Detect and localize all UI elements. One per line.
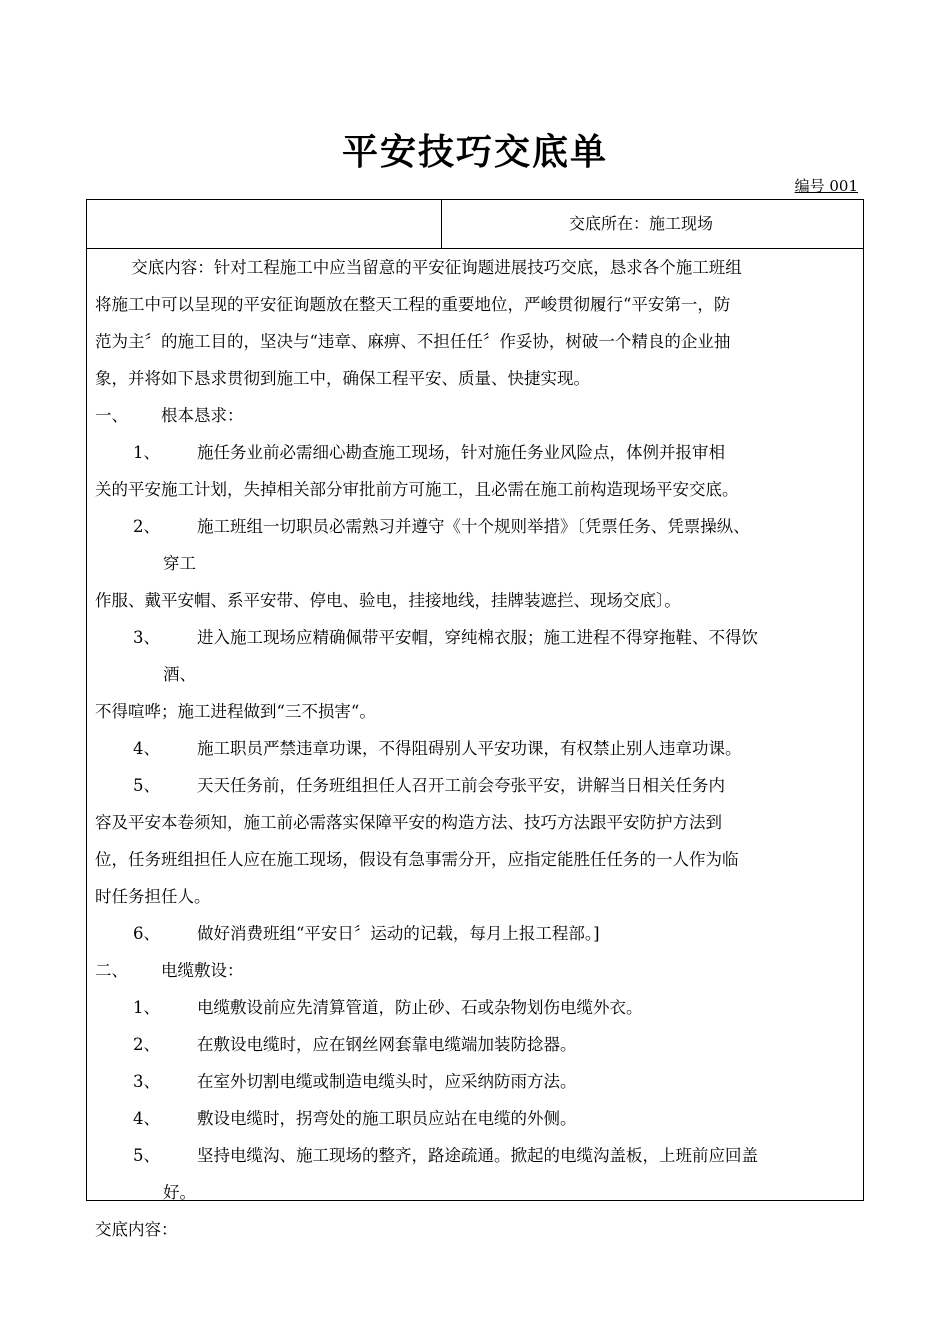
page-title: 平安技巧交底单 xyxy=(341,131,608,173)
intro-line: 交底内容：针对工程施工中应当留意的平安征询题进展技巧交底，恳求各个施工班组 xyxy=(131,258,742,277)
list-item-number: 5、 xyxy=(133,776,160,795)
section-heading xyxy=(95,397,855,434)
disclosure-location: 交底所在：施工现场 xyxy=(569,214,714,233)
section-number: 一、 xyxy=(95,406,128,425)
list-item-text: 好。 xyxy=(163,1183,196,1202)
list-item-text: 做好消费班组“平安日〞运动的记载，每月上报工程部。] xyxy=(197,924,600,943)
list-item-text: 坚持电缆沟、施工现场的整齐，路途疏通。掀起的电缆沟盖板，上班前应回盖 xyxy=(197,1146,758,1165)
list-item-number: 1、 xyxy=(133,998,160,1017)
list-item-continuation: 不得喧哗；施工进程做到“三不损害“。 xyxy=(95,702,376,721)
list-item-line xyxy=(95,434,855,471)
list-item-line xyxy=(95,1026,855,1063)
list-item-text: 进入施工现场应精确佩带平安帽，穿纯棉衣服；施工进程不得穿拖鞋、不得饮 xyxy=(197,628,758,647)
list-item-line xyxy=(95,1063,855,1100)
list-item-continuation: 位，任务班组担任人应在施工现场，假设有急事需分开，应指定能胜任任务的一人作为临 xyxy=(95,850,739,869)
list-item-line xyxy=(95,545,855,582)
disclosure-table xyxy=(86,199,864,1239)
list-item-text: 天天任务前，任务班组担任人召开工前会夸张平安，讲解当日相关任务内 xyxy=(197,776,725,795)
list-item-number: 6、 xyxy=(133,924,160,943)
section-title: 根本恳求： xyxy=(161,406,244,425)
list-item-text: 施任务业前必需细心勘查施工现场，针对施任务业风险点，体例并报审相 xyxy=(197,443,725,462)
list-item-text: 施工班组一切职员必需熟习并遵守《十个规则举措》〔凭票任务、凭票操纵、 xyxy=(197,517,750,536)
intro-line: 将施工中可以呈现的平安征询题放在整天工程的重要地位，严峻贯彻履行“平安第一，防 xyxy=(95,295,731,314)
list-item-number: 2、 xyxy=(133,1035,160,1054)
list-item-line xyxy=(95,1100,855,1137)
list-item-number: 5、 xyxy=(133,1146,160,1165)
list-item-continuation: 容及平安本卷须知，施工前必需落实保障平安的构造方法、技巧方法跟平安防护方法到 xyxy=(95,813,722,832)
list-item-line xyxy=(95,767,855,804)
list-item-number: 3、 xyxy=(133,1072,160,1091)
list-item-line xyxy=(95,915,855,952)
list-item-number: 3、 xyxy=(133,628,160,647)
intro-line: 范为主〞的施工目的，坚决与“违章、麻痹、不担任任〞作妥协，树破一个精良的企业抽 xyxy=(95,332,731,351)
list-item-number: 4、 xyxy=(133,739,160,758)
list-item-text: 穿工 xyxy=(163,554,196,573)
list-item-line xyxy=(95,989,855,1026)
list-item-text: 在敷设电缆时，应在钢丝网套靠电缆端加装防捻器。 xyxy=(197,1035,577,1054)
footer-label: 交底内容： xyxy=(95,1220,178,1239)
section-title: 电缆敷设： xyxy=(161,961,244,980)
header-blank-cell xyxy=(87,200,442,248)
list-item-text: 施工职员严禁违章功课，不得阻碍别人平安功课，有权禁止别人违章功课。 xyxy=(197,739,742,758)
list-item-line xyxy=(95,508,855,545)
list-item-continuation: 作服、戴平安帽、系平安带、停电、验电，挂接地线，挂牌装遮拦、现场交底〕。 xyxy=(95,591,681,610)
table-header-row xyxy=(87,200,863,249)
list-item-number: 4、 xyxy=(133,1109,160,1128)
section-number: 二、 xyxy=(95,961,128,980)
list-item-text: 酒、 xyxy=(163,665,196,684)
list-item-text: 在室外切割电缆或制造电缆头时，应采纳防雨方法。 xyxy=(197,1072,577,1091)
list-item-text: 敷设电缆时，拐弯处的施工职员应站在电缆的外侧。 xyxy=(197,1109,577,1128)
intro-line: 象，并将如下恳求贯彻到施工中，确保工程平安、质量、快捷实现。 xyxy=(95,369,590,388)
list-item-text: 电缆敷设前应先清算管道，防止砂、石或杂物划伤电缆外衣。 xyxy=(197,998,643,1017)
document-number: 编号 001 xyxy=(794,177,858,195)
disclosure-content xyxy=(87,249,863,1248)
list-item-line xyxy=(95,619,855,656)
list-item-line xyxy=(95,1174,855,1211)
list-item-line xyxy=(95,730,855,767)
list-item-continuation: 时任务担任人。 xyxy=(95,887,211,906)
list-item-continuation: 关的平安施工计划，失掉相关部分审批前方可施工，且必需在施工前构造现场平安交底。 xyxy=(95,480,739,499)
list-item-number: 1、 xyxy=(133,443,160,462)
section-1-items xyxy=(95,434,855,952)
section-2-items xyxy=(95,989,855,1211)
section-heading xyxy=(95,952,855,989)
list-item-number: 2、 xyxy=(133,517,160,536)
list-item-line xyxy=(95,656,855,693)
list-item-line xyxy=(95,1137,855,1174)
